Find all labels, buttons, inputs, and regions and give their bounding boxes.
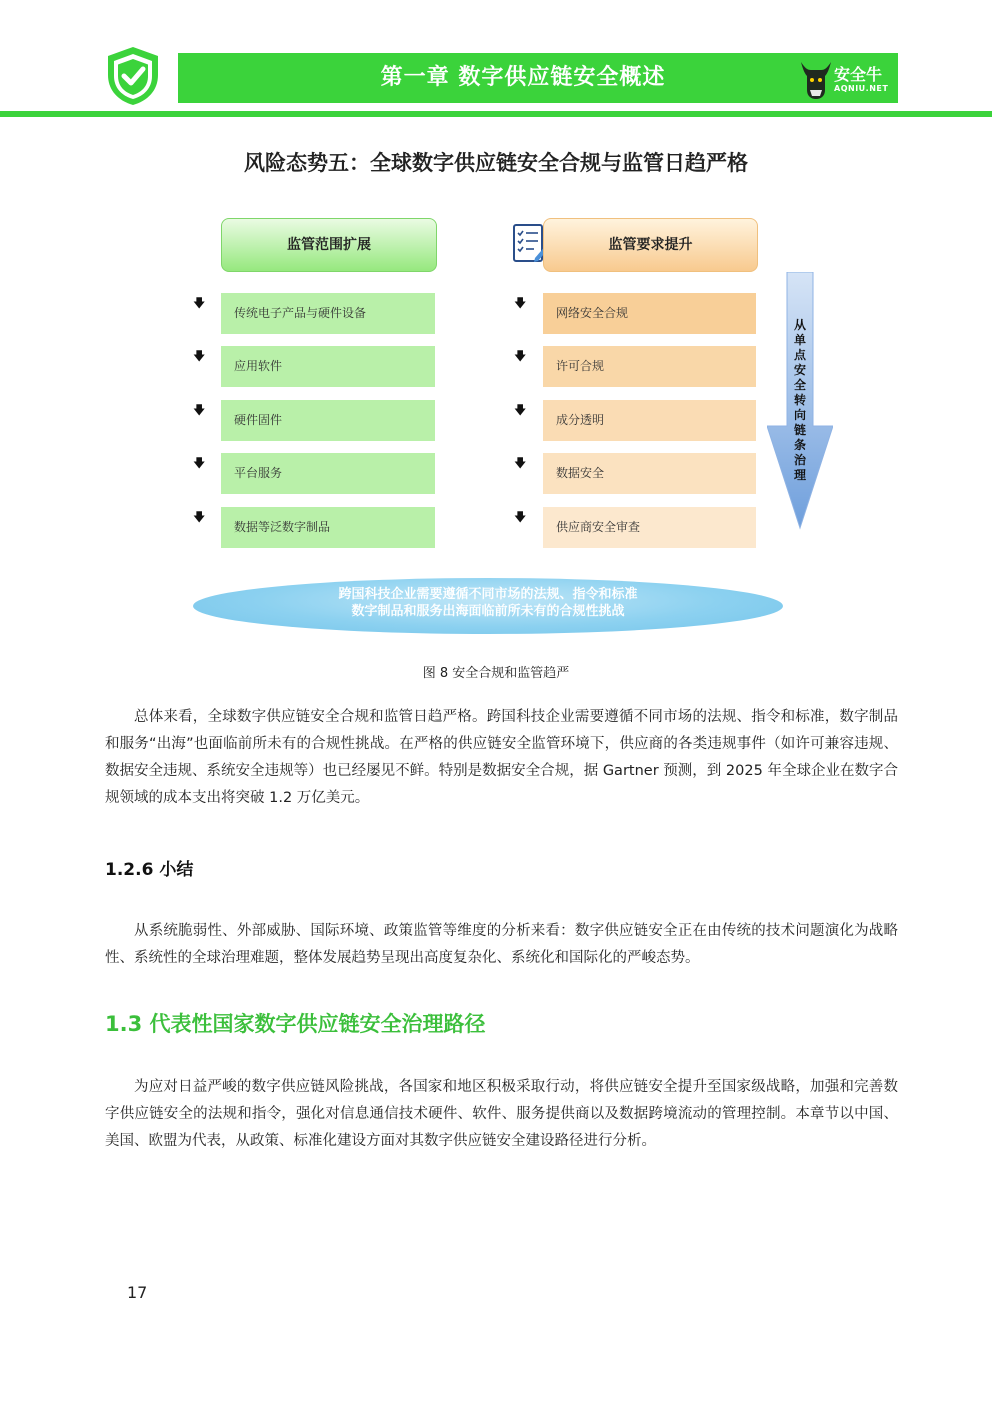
arrow-down-icon: 🡇 (193, 349, 206, 363)
chapter-title: 第一章 数字供应链安全概述 (380, 65, 666, 90)
page-number: 17 (127, 1283, 148, 1302)
arrow-down-icon: 🡇 (514, 403, 527, 417)
paragraph-governance (105, 1074, 898, 1155)
arrow-down-icon: 🡇 (193, 456, 206, 470)
summary-ellipse-text (193, 586, 783, 620)
requirement-item: 供应商安全审查 (543, 507, 756, 548)
arrow-down-icon: 🡇 (193, 510, 206, 524)
scope-expansion-header: 监管范围扩展 (221, 218, 437, 272)
figure-title: 风险态势五：全球数字供应链安全合规与监管日趋严格 (244, 151, 748, 175)
header-rule (0, 111, 992, 117)
arrow-down-icon: 🡇 (193, 296, 206, 310)
summary-line-2: 数字制品和服务出海面临前所未有的合规性挑战 (351, 604, 625, 619)
scope-item: 平台服务 (221, 453, 435, 494)
scope-item: 数据等泛数字制品 (221, 507, 435, 548)
figure-caption: 图 8 安全合规和监管趋严 (422, 666, 570, 681)
arrow-down-icon: 🡇 (514, 296, 527, 310)
paragraph-text: 总体来看，全球数字供应链安全合规和监管日趋严格。跨国科技企业需要遵循不同市场的法规、指令和标准，数字制品和服务“出海”也面临前所未有的合规性挑战。在严格的供应链安全监管环境下，供应商的各类违规事件（如许可兼容违规、数据安全违规、系统安全违规等）也已经屡见不鲜。特别是数据安全合规，据 Gartner 预测，到 2025 年全球企业在数字合规领域的成本支出将突破 1.2 万亿美元。 (105, 709, 898, 806)
paragraph-conclusion (105, 918, 898, 972)
summary-line-1: 跨国科技企业需要遵循不同市场的法规、指令和标准 (338, 587, 638, 602)
arrow-down-icon: 🡇 (193, 403, 206, 417)
requirement-item: 网络安全合规 (543, 293, 756, 334)
brand-name: 安全牛 (834, 65, 883, 84)
section-heading-1-2-6: 1.2.6 小结 (105, 860, 194, 880)
scope-item: 传统电子产品与硬件设备 (221, 293, 435, 334)
scope-item: 应用软件 (221, 346, 435, 387)
arrow-down-icon: 🡇 (514, 456, 527, 470)
section-heading-1-3: 1.3 代表性国家数字供应链安全治理路径 (105, 1012, 486, 1036)
scope-item: 硬件固件 (221, 400, 435, 441)
brand-subtitle: AQNIU.NET (834, 84, 889, 93)
paragraph-text: 从系统脆弱性、外部威胁、国际环境、政策监管等维度的分析来看：数字供应链安全正在由传统的技术问题演化为战略性、系统性的全球治理难题，整体发展趋势呈现出高度复杂化、系统化和国际化的严峻态势。 (105, 923, 898, 966)
arrow-down-icon: 🡇 (514, 349, 527, 363)
side-arrow-label: 从单点安全转向链条治理 (793, 318, 806, 482)
requirement-item: 数据安全 (543, 453, 756, 494)
requirement-item: 成分透明 (543, 400, 756, 441)
shield-check-icon (105, 45, 161, 107)
paragraph-text: 为应对日益严峻的数字供应链风险挑战，各国家和地区积极采取行动，将供应链安全提升至国家级战略，加强和完善数字供应链安全的法规和指令，强化对信息通信技术硬件、软件、服务提供商以及数据跨境流动的管理控制。本章节以中国、美国、欧盟为代表，从政策、标准化建设方面对其数字供应链安全建设路径进行分析。 (105, 1079, 898, 1149)
requirement-raise-header: 监管要求提升 (543, 218, 758, 272)
requirement-item: 许可合规 (543, 346, 756, 387)
paragraph-summary (105, 704, 898, 812)
arrow-down-icon: 🡇 (514, 510, 527, 524)
